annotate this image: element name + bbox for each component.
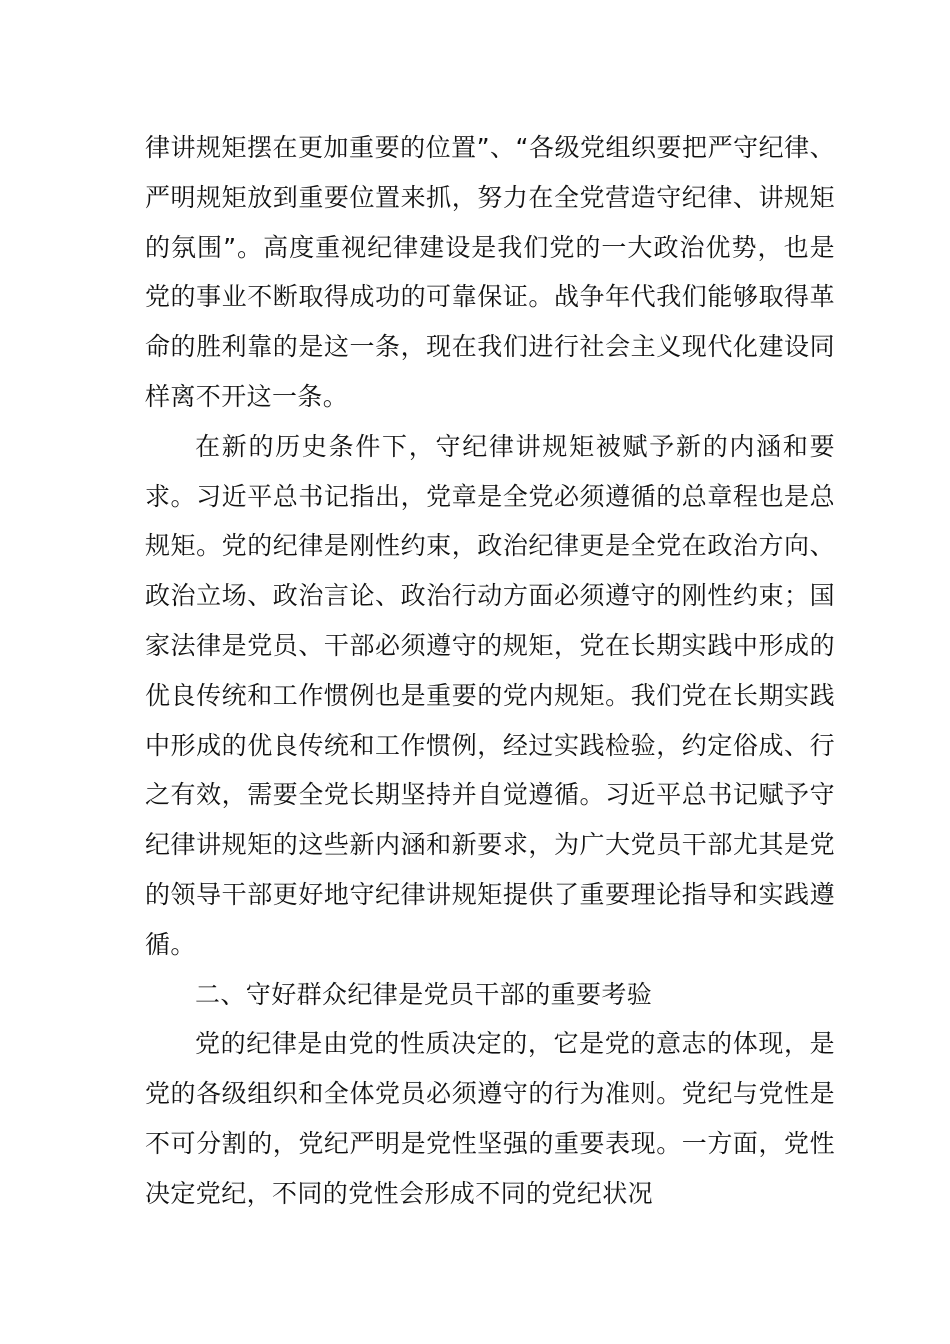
paragraph-new-historical-conditions: 在新的历史条件下，守纪律讲规矩被赋予新的内涵和要求。习近平总书记指出，党章是全党必须遵循的总章程也是总规矩。党的纪律是刚性约束，政治纪律更是全党在政治方向、政治立场、政治言论、政治行动方面必须遵守的刚性约束；国家法律是党员、干部必须遵守的规矩，党在长期实践中形成的优良传统和工作惯例也是重要的党内规矩。我们党在长期实践中形成的优良传统和工作惯例，经过实践检验，约定俗成、行之有效，需要全党长期坚持并自觉遵循。习近平总书记赋予守纪律讲规矩的这些新内涵和新要求，为广大党员干部尤其是党的领导干部更好地守纪律讲规矩提供了重要理论指导和实践遵循。	[145, 431, 835, 959]
paragraph-discipline-importance: 律讲规矩摆在更加重要的位置”、“各级党组织要把严守纪律、严明规矩放到重要位置来抓，努力在全党营造守纪律、讲规矩的氛围”。高度重视纪律建设是我们党的一大政治优势，也是党的事业不断取得成功的可靠保证。战争年代我们能够取得革命的胜利靠的是这一条，现在我们进行社会主义现代化建设同样离不开这一条。	[145, 133, 835, 411]
section-heading: 二、守好群众纪律是党员干部的重要考验	[195, 979, 653, 1009]
document-body	[145, 123, 835, 1219]
paragraph-party-discipline-nature: 党的纪律是由党的性质决定的，它是党的意志的体现，是党的各级组织和全体党员必须遵守的行为准则。党纪与党性是不可分割的，党纪严明是党性坚强的重要表现。一方面，党性决定党纪，不同的党性会形成不同的党纪状况	[145, 1029, 835, 1208]
